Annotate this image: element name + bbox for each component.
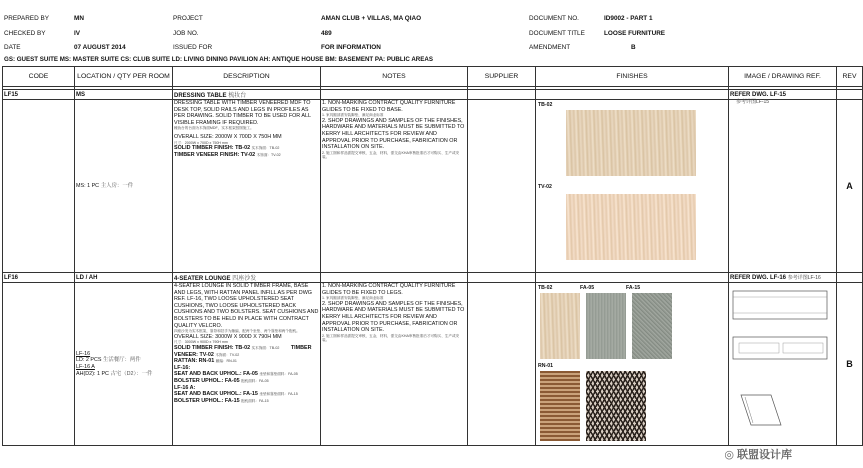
checked-by-label: CHECKED BY	[4, 30, 46, 37]
column-header-rev: REV	[837, 67, 863, 87]
item-supplier	[468, 100, 536, 273]
item-image-ref-cn: 参考详图LF-15	[729, 100, 837, 273]
item-image-ref: REFER DWG. LF-16 参考详图LF-16	[729, 273, 837, 283]
issued-for-value: FOR INFORMATION	[321, 44, 381, 51]
timber-swatch-tb02	[566, 110, 696, 176]
table-row	[3, 90, 863, 100]
item-code: LF15	[3, 90, 75, 100]
item-image-ref: REFER DWG. LF-15	[729, 90, 837, 100]
rattan-weave-swatch	[586, 371, 646, 441]
job-no-value: 489	[321, 30, 332, 37]
project-label: PROJECT	[173, 15, 203, 22]
abbreviation-legend: GS: GUEST SUITE MS: MASTER SUITE CS: CLUB SUITE LD: LIVING DINING PAVILION AH: ANTIQUE HOUSE BM: BASEMENT PA: PUBLIC AREAS	[4, 56, 434, 63]
column-header-description: DESCRIPTION	[173, 67, 321, 87]
rattan-swatch-rn01	[540, 371, 580, 441]
item-notes: 1. NON-MARKING CONTRACT QUALITY FURNITURE GLIDES TO BE FIXED TO BASE. 1. 家具腿部需安装脚垫，满足商业标准 2. SHOP DRAWINGS AND SAMPLES OF THE FINISHES, HARDWARE AND MATERIALS MUST BE SUBMITTED TO KERRY HILL ARCHITECTS FOR REVIEW AND APPROVAL PRIOR TO PURCHASE, FABRICATION OR INSTALLATION ON SITE. 2. 施工图和样品需提交审核，五金，材料，需交由KHA审核批准后才可购买、生产或安装。	[321, 100, 468, 273]
watermark: ◎ 联盟设计库	[724, 449, 792, 461]
item-location-detail: MS: 1 PC 主人房：一件	[75, 100, 173, 273]
table-header-row	[3, 67, 863, 87]
table-row	[3, 283, 863, 446]
issued-for-label: ISSUED FOR	[173, 44, 213, 51]
item-location-head: LD / AH	[75, 273, 173, 283]
finish-label: FA-15	[626, 285, 641, 291]
item-location-head: MS	[75, 90, 173, 100]
item-description: 4-SEATER LOUNGE IN SOLID TIMBER FRAME, BASE AND LEGS, WITH RATTAN PANEL INFILL AS PER DWG REF. LF-16, TWO LOOSE UPHOLSTERED SEAT CUSHIONS, TWO LOOSE UPHOLSTERED BACK CUSHIONS AND TWO BOLSTERS. SEAT CUSHIONS AND BOLSTERS TO BE HELD IN PLACE WITH CONTRACT QUALITY VELCRO. 四座沙发为实木框架，靠背和扶手为藤编，配两个坐垫、两个靠垫和两个抱枕。 OVERALL SIZE: 3000W X 900D X 790H MM 尺寸：3000W x 900D x 790H mm SOLID TIMBER FINISH: TB-02 实木饰面：TB-02 TIMBER VENEER: TV-02 木饰面：TV-02 RATTAN: RN-01 藤编：RN-01 LF-16: SEAT AND BACK UPHOL.: FA-05 坐垫和靠垫面料：FA-05 BOLSTER UPHOL.: FA-05 抱枕面料：FA-05 LF-16 A: SEAT AND BACK UPHOL.: FA-15 坐垫和靠垫面料：FA-15 BOLSTER UPHOL.: FA-15 抱枕面料：FA-15	[173, 283, 321, 446]
project-value: AMAN CLUB + VILLAS, MA QIAO	[321, 15, 422, 22]
table-row	[3, 273, 863, 283]
item-supplier	[468, 283, 536, 446]
item-revision: B	[837, 283, 863, 446]
document-no-value: ID9002 - PART 1	[604, 15, 653, 22]
column-header-notes: NOTES	[321, 67, 468, 87]
amendment-value: B	[631, 44, 636, 51]
column-header-supplier: SUPPLIER	[468, 67, 536, 87]
column-header-finishes: FINISHES	[536, 67, 729, 87]
fabric-swatch-fa05	[586, 293, 626, 359]
amendment-label: AMENDMENT	[529, 44, 571, 51]
furniture-schedule-table	[2, 66, 863, 446]
item-code: LF16	[3, 273, 75, 283]
sofa-drawing-icon	[731, 285, 831, 435]
finish-label: TB-02	[538, 285, 553, 291]
checked-by-value: IV	[74, 30, 81, 37]
item-drawing-thumbnail	[729, 283, 837, 446]
column-header-location: LOCATION / QTY PER ROOM	[75, 67, 173, 87]
document-title-label: DOCUMENT TITLE	[529, 30, 585, 37]
timber-swatch-tb02	[540, 293, 580, 359]
finish-label: RN-01	[538, 363, 553, 369]
item-revision: A	[837, 100, 863, 273]
document-no-label: DOCUMENT NO.	[529, 15, 579, 22]
date-label: DATE	[4, 44, 21, 51]
item-title: DRESSING TABLE 梳妆台	[173, 90, 321, 100]
veneer-swatch-tv02	[566, 194, 696, 260]
column-header-code: CODE	[3, 67, 75, 87]
finish-label: TB-02	[538, 102, 553, 108]
finish-label: FA-05	[580, 285, 595, 291]
document-title-value: LOOSE FURNITURE	[604, 30, 666, 37]
item-description: DRESSING TABLE WITH TIMBER VENEERED MDF TO DESK TOP, SOLID RAILS AND LEGS IN PROFILES AS PER DRAWING. SOLID TIMBER TO BE USED FOR ALL VISIBLE FRAMING IF REQUIRED. 梳妆台的台面为木饰面MDF，实木框架按图施工。 OVERALL SIZE: 2000W X 700D X 750H MM 尺寸：2000W x 700D x 750H mm SOLID TIMBER FINISH: TB-02 实木饰面：TB-02 TIMBER VENEER FINISH: TV-02 木饰面：TV-02	[173, 100, 321, 273]
job-no-label: JOB NO.	[173, 30, 199, 37]
date-value: 07 AUGUST 2014	[74, 44, 126, 51]
item-finishes	[536, 100, 729, 273]
item-notes: 1. NON-MARKING CONTRACT QUALITY FURNITURE GLIDES TO BE FIXED TO LEGS. 1. 家具腿部需安装脚垫，满足商业标准 2. SHOP DRAWINGS AND SAMPLES OF THE FINISHES, HARDWARE AND MATERIALS MUST BE SUBMITTED TO KERRY HILL ARCHITECTS FOR REVIEW AND APPROVAL PRIOR TO PURCHASE, FABRICATION OR INSTALLATION ON SITE. 2. 施工图和样品需提交审核，五金，材料，需交由KHA审核批准后才可购买、生产或安装。	[321, 283, 468, 446]
fabric-swatch-fa15	[632, 293, 672, 359]
prepared-by-value: MN	[74, 15, 84, 22]
finish-label: TV-02	[538, 184, 552, 190]
table-row	[3, 100, 863, 273]
prepared-by-label: PREPARED BY	[4, 15, 49, 22]
item-finishes	[536, 283, 729, 446]
column-header-image-ref: IMAGE / DRAWING REF.	[729, 67, 837, 87]
item-location-detail: LF-16 LD: 2 PCS 生活餐厅：两件 LF-16 A AH(D2): 1 PC 古宅（D2）：一件	[75, 283, 173, 446]
item-title: 4-SEATER LOUNGE 四座沙发	[173, 273, 321, 283]
